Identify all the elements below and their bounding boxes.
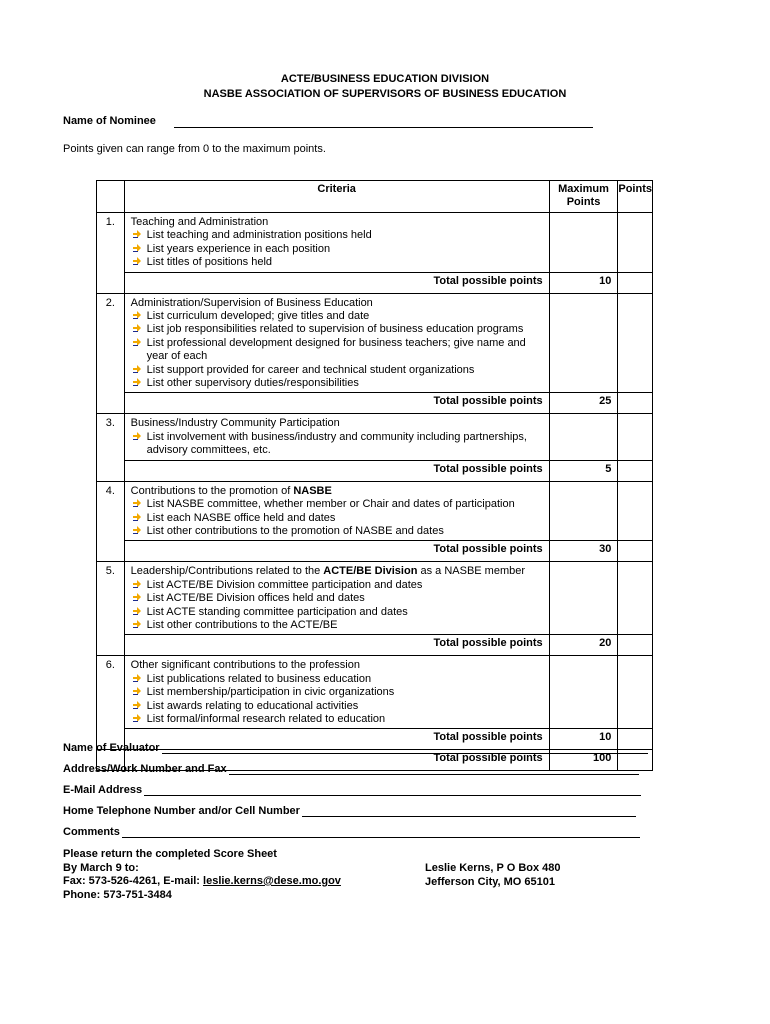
- arrow-bullet-icon: [133, 499, 141, 507]
- total-row: [97, 541, 653, 562]
- max-points-header: Maximum Points: [549, 181, 618, 213]
- points-input-cell[interactable]: [618, 393, 653, 414]
- row-number: 2.: [97, 293, 125, 414]
- max-points-value: 5: [549, 460, 618, 481]
- criteria-cell: [124, 213, 549, 273]
- total-label: Total possible points: [124, 460, 549, 481]
- phone-label: Home Telephone Number and/or Cell Number: [63, 805, 300, 817]
- arrow-bullet-icon: [133, 674, 141, 682]
- criteria-bullet: [131, 498, 543, 511]
- total-label: Total possible points: [124, 393, 549, 414]
- criteria-bullet: [131, 606, 543, 619]
- arrow-bullet-icon: [133, 701, 141, 709]
- criteria-bullet: [131, 229, 543, 242]
- bullet-text: List curriculum developed; give titles and date: [146, 310, 370, 323]
- evaluator-field[interactable]: [63, 742, 648, 754]
- email-field[interactable]: [63, 784, 641, 796]
- max-points-cell: [549, 293, 618, 393]
- criteria-cell: [124, 414, 549, 460]
- title-text-after: as a NASBE member: [417, 565, 526, 578]
- points-input-cell[interactable]: [618, 656, 653, 729]
- max-points-cell: [549, 213, 618, 273]
- points-input-cell[interactable]: [618, 213, 653, 273]
- bullet-text: List ACTE standing committee participation and dates: [146, 605, 408, 618]
- criteria-cell: [124, 562, 549, 635]
- arrow-bullet-icon: [133, 257, 141, 265]
- address-line-2: Jefferson City, MO 65101: [425, 875, 556, 888]
- criteria-cell: [124, 656, 549, 729]
- max-points-value: 25: [549, 393, 618, 414]
- criteria-title: Other significant contributions to the profession: [130, 659, 360, 672]
- arrow-bullet-icon: [133, 714, 141, 722]
- arrow-bullet-icon: [133, 687, 141, 695]
- phone-field[interactable]: [63, 805, 636, 817]
- points-header: Points: [618, 181, 653, 213]
- points-input-cell[interactable]: [618, 414, 653, 460]
- bullet-text: List years experience in each position: [146, 242, 331, 255]
- address-field[interactable]: [63, 763, 639, 775]
- bullet-text: List support provided for career and technical student organizations: [146, 363, 475, 376]
- arrow-bullet-icon: [133, 378, 141, 386]
- comments-field[interactable]: [63, 826, 640, 838]
- arrow-bullet-icon: [133, 432, 141, 440]
- points-input-cell[interactable]: [618, 272, 653, 293]
- return-instructions: [63, 848, 341, 902]
- arrow-bullet-icon: [133, 338, 141, 346]
- criteria-row: [97, 293, 653, 393]
- max-points-value: 10: [549, 729, 618, 750]
- arrow-bullet-icon: [133, 365, 141, 373]
- title-text: Contributions to the promotion of: [130, 484, 294, 497]
- criteria-title: [131, 565, 543, 578]
- bullet-text: List titles of positions held: [146, 256, 273, 269]
- arrow-bullet-icon: [133, 513, 141, 521]
- email-label: E-Mail Address: [63, 784, 143, 796]
- total-row: [97, 393, 653, 414]
- points-note: Points given can range from 0 to the maximum points.: [63, 143, 326, 155]
- criteria-row: [97, 562, 653, 635]
- criteria-cell: [124, 481, 549, 541]
- criteria-bullet: [131, 310, 543, 323]
- criteria-bullet: [131, 512, 543, 525]
- total-label: Total possible points: [124, 729, 549, 750]
- total-label: Total possible points: [124, 635, 549, 656]
- nominee-input-line[interactable]: [174, 127, 593, 128]
- bullet-text: List publications related to business education: [146, 672, 372, 685]
- criteria-bullet: [131, 673, 543, 686]
- criteria-bullet: [131, 686, 543, 699]
- comments-label: Comments: [63, 826, 120, 838]
- max-points-cell: [549, 414, 618, 460]
- criteria-title: [131, 485, 543, 498]
- row-number: 3.: [97, 414, 125, 481]
- criteria-bullet: [131, 377, 543, 390]
- criteria-title: Administration/Supervision of Business Education: [130, 296, 373, 309]
- total-row: [97, 272, 653, 293]
- bullet-text: List awards relating to educational activities: [146, 699, 359, 712]
- points-input-cell[interactable]: [618, 481, 653, 541]
- return-line-2: By March 9 to:: [63, 861, 139, 874]
- title-text: Leadership/Contributions related to the: [130, 565, 324, 578]
- total-label: Total possible points: [124, 541, 549, 562]
- bullet-text: List NASBE committee, whether member or Chair and dates of participation: [146, 498, 515, 511]
- criteria-bullet: [131, 256, 543, 269]
- criteria-bullet: [131, 364, 543, 377]
- bullet-text: List other supervisory duties/responsibilities: [146, 377, 359, 390]
- criteria-bullet: [131, 713, 543, 726]
- criteria-title: Business/Industry Community Participation: [130, 417, 340, 430]
- bullet-text: List involvement with business/industry and community including partnerships, advisory committees, etc.: [146, 430, 527, 457]
- email-link[interactable]: leslie.kerns@dese.mo.gov: [203, 875, 341, 887]
- title-bold: NASBE: [293, 484, 332, 497]
- points-input-cell[interactable]: [618, 460, 653, 481]
- arrow-bullet-icon: [133, 593, 141, 601]
- bullet-text: List each NASBE office held and dates: [146, 511, 336, 524]
- points-input-cell[interactable]: [618, 562, 653, 635]
- criteria-row: [97, 656, 653, 729]
- bullet-text: List other contributions to the ACTE/BE: [146, 618, 338, 631]
- arrow-bullet-icon: [133, 230, 141, 238]
- total-row: [97, 460, 653, 481]
- points-input-cell[interactable]: [618, 293, 653, 393]
- criteria-bullet: [131, 431, 543, 458]
- header-title-1: ACTE/BUSINESS EDUCATION DIVISION: [280, 73, 490, 85]
- criteria-bullet: [131, 592, 543, 605]
- return-line-1: Please return the completed Score Sheet: [63, 848, 277, 860]
- row-number: 6.: [97, 656, 125, 750]
- criteria-cell: [124, 293, 549, 393]
- bullet-text: List job responsibilities related to supervision of business education programs: [146, 323, 524, 336]
- bullet-text: List ACTE/BE Division offices held and dates: [146, 592, 365, 605]
- bullet-text: List membership/participation in civic organizations: [146, 686, 395, 699]
- max-points-cell: [549, 481, 618, 541]
- criteria-bullet: [131, 579, 543, 592]
- bullet-text: List teaching and administration positions held: [146, 229, 372, 242]
- criteria-bullet: [131, 619, 543, 632]
- arrow-bullet-icon: [133, 580, 141, 588]
- total-label: Total possible points: [124, 272, 549, 293]
- total-row: [97, 635, 653, 656]
- arrow-bullet-icon: [133, 607, 141, 615]
- evaluator-label: Name of Evaluator: [63, 742, 160, 754]
- bullet-text: List formal/informal research related to education: [146, 712, 386, 725]
- max-points-value: 30: [549, 541, 618, 562]
- address-label: Address/Work Number and Fax: [63, 763, 227, 775]
- max-points-cell: [549, 656, 618, 729]
- arrow-bullet-icon: [133, 620, 141, 628]
- bullet-text: List professional development designed for business teachers; give name and year of each: [146, 336, 526, 363]
- row-number: 1.: [97, 213, 125, 294]
- num-header: [97, 181, 125, 213]
- criteria-table: [96, 180, 653, 771]
- nominee-label: Name of Nominee: [63, 115, 156, 127]
- criteria-title: Teaching and Administration: [130, 216, 269, 228]
- grand-total-label: Total possible points: [124, 750, 549, 771]
- bullet-text: List ACTE/BE Division committee participation and dates: [146, 578, 423, 591]
- criteria-row: [97, 414, 653, 460]
- arrow-bullet-icon: [133, 311, 141, 319]
- criteria-bullet: [131, 700, 543, 713]
- mailing-address: [425, 862, 561, 889]
- address-line-1: Leslie Kerns, P O Box 480: [425, 862, 561, 874]
- arrow-bullet-icon: [133, 244, 141, 252]
- grand-total-value: 100: [549, 750, 618, 771]
- criteria-bullet: [131, 337, 543, 364]
- row-number: 4.: [97, 481, 125, 562]
- bullet-text: List other contributions to the promotion of NASBE and dates: [146, 524, 444, 537]
- points-input-cell[interactable]: [618, 541, 653, 562]
- criteria-row: [97, 213, 653, 273]
- fax-email-line: [63, 875, 341, 889]
- criteria-bullet: [131, 243, 543, 256]
- fax-text: Fax: 573-526-4261, E-mail:: [63, 875, 204, 887]
- max-points-value: 20: [549, 635, 618, 656]
- arrow-bullet-icon: [133, 324, 141, 332]
- criteria-row: [97, 481, 653, 541]
- criteria-bullet: [131, 525, 543, 538]
- arrow-bullet-icon: [133, 526, 141, 534]
- row-number: 5.: [97, 562, 125, 656]
- max-points-value: 10: [549, 272, 618, 293]
- title-bold: ACTE/BE Division: [323, 565, 418, 578]
- phone-line: Phone: 573-751-3484: [63, 888, 172, 901]
- criteria-header: Criteria: [124, 181, 549, 213]
- criteria-bullet: [131, 323, 543, 336]
- max-points-cell: [549, 562, 618, 635]
- points-input-cell[interactable]: [618, 635, 653, 656]
- header-title-2: NASBE ASSOCIATION OF SUPERVISORS OF BUSINESS EDUCATION: [203, 88, 567, 100]
